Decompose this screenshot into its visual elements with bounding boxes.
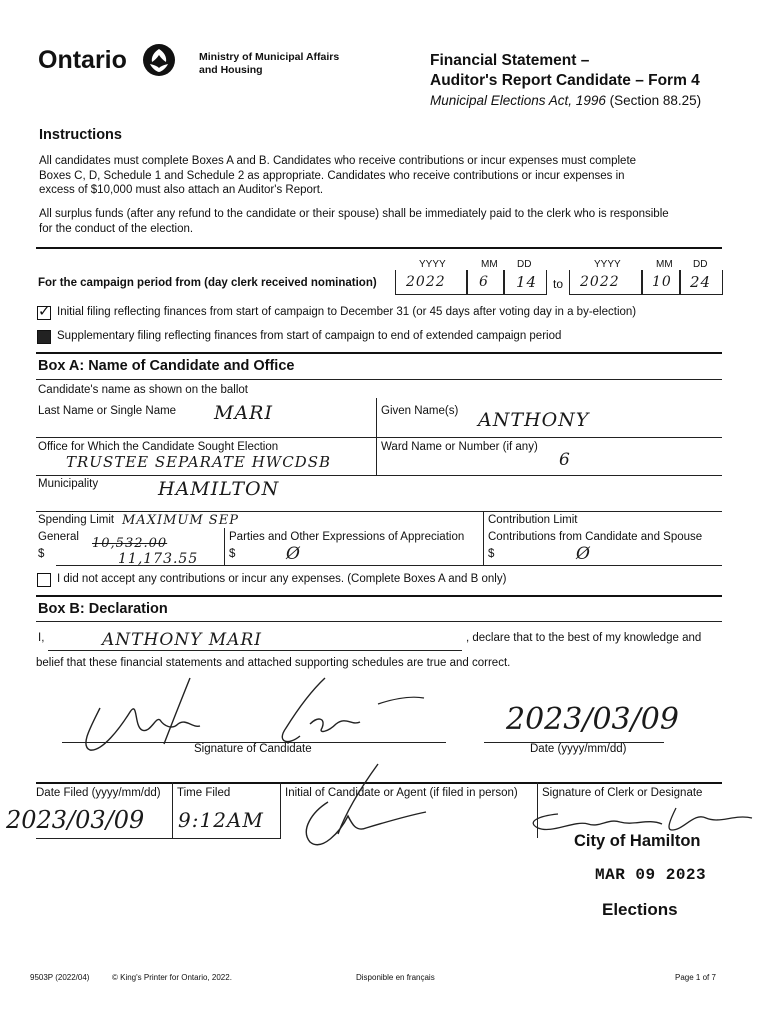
ballot-name-label: Candidate's name as shown on the ballot: [38, 384, 248, 396]
from-day-field[interactable]: [503, 270, 547, 295]
initial-filing-checkbox[interactable]: [37, 303, 51, 320]
divider: [36, 352, 722, 354]
received-stamp-date: MAR 09 2023: [595, 866, 707, 884]
last-name-value[interactable]: MARI: [214, 402, 273, 424]
from-year-field[interactable]: [395, 270, 468, 295]
belief-text: belief that these financial statements and attached supporting schedules are true and correct.: [36, 657, 511, 669]
received-stamp-department: Elections: [602, 900, 678, 919]
received-stamp-city: City of Hamilton: [574, 832, 701, 850]
contribution-limit-label: Contribution Limit: [488, 514, 578, 526]
time-filed-value[interactable]: 9:12AM: [178, 808, 264, 832]
ward-label: Ward Name or Number (if any): [381, 441, 538, 453]
initial-filing-label: Initial filing reflecting finances from start of campaign to December 31 (or 45 days after voting day in a by-election): [57, 306, 637, 318]
to-label: to: [553, 277, 564, 291]
instructions-text: excess of $10,000 must also attach an Auditor's Report.: [39, 184, 324, 196]
box-a-heading: Box A: Name of Candidate and Office: [38, 358, 295, 374]
campaign-period-label: For the campaign period from (day clerk received nomination): [38, 277, 377, 289]
given-name-label: Given Name(s): [381, 405, 459, 417]
divider: [36, 379, 722, 380]
divider: [36, 247, 722, 249]
divider: [172, 782, 173, 838]
form-title-line1: Financial Statement –: [430, 52, 590, 69]
french-availability: Disponible en français: [356, 973, 435, 982]
date-filed-value[interactable]: 2023/03/09: [6, 806, 145, 834]
from-day-value: 14: [516, 273, 538, 291]
field-underline: [224, 565, 483, 566]
box-b-heading: Box B: Declaration: [38, 601, 168, 617]
declaration-date-value[interactable]: 2023/03/09: [506, 702, 679, 737]
copyright: © King's Printer for Ontario, 2022.: [112, 973, 232, 982]
to-year-field[interactable]: [569, 270, 643, 295]
to-day-field[interactable]: [679, 270, 723, 295]
ministry-name-line2: and Housing: [199, 64, 263, 76]
instructions-text: All candidates must complete Boxes A and B. Candidates who receive contributions or incur expenses must complete: [39, 155, 637, 167]
i-label: I,: [38, 632, 45, 644]
divider: [36, 437, 722, 438]
form-code: 9503P (2022/04): [30, 973, 90, 982]
ontario-wordmark: Ontario: [38, 46, 127, 74]
last-name-label: Last Name or Single Name: [38, 405, 177, 417]
no-contributions-checkbox[interactable]: [37, 573, 51, 587]
divider: [280, 782, 281, 838]
spending-limit-label: Spending Limit: [38, 514, 115, 526]
instructions-para1: [39, 154, 636, 198]
spending-limit-note: MAXIMUM SEP: [122, 513, 239, 528]
divider: [36, 621, 722, 622]
act-section: (Section 88.25): [609, 93, 702, 108]
instructions-para2: [39, 207, 669, 236]
time-filed-label: Time Filed: [177, 787, 231, 799]
page-number: Page 1 of 7: [675, 973, 716, 982]
given-name-value[interactable]: ANTHONY: [478, 409, 590, 431]
general-value[interactable]: 11,173.55: [118, 551, 199, 567]
yyyy-header: YYYY: [419, 259, 446, 270]
form-title-line2: Auditor's Report Candidate – Form 4: [430, 72, 700, 89]
initial-label: Initial of Candidate or Agent (if filed in person): [285, 787, 518, 799]
clerk-signature-label: Signature of Clerk or Designate: [542, 787, 703, 799]
divider: [36, 595, 722, 597]
to-month-value: 10: [652, 274, 672, 290]
field-underline: [48, 650, 462, 651]
from-month-value: 6: [479, 274, 489, 290]
contributions-value[interactable]: Ø: [576, 544, 591, 564]
yyyy-header: YYYY: [594, 259, 621, 270]
dollar-sign: $: [229, 548, 236, 560]
municipality-label: Municipality: [38, 478, 99, 490]
divider: [483, 511, 484, 566]
parties-label: Parties and Other Expressions of Appreciation: [229, 531, 465, 543]
to-day-value: 24: [690, 273, 712, 291]
no-contributions-label: I did not accept any contributions or incur any expenses. (Complete Boxes A and B only): [57, 573, 507, 585]
act-reference: [430, 93, 701, 108]
dollar-sign: $: [38, 548, 45, 560]
act-name: Municipal Elections Act, 1996: [430, 93, 606, 108]
divider: [36, 475, 722, 476]
field-underline: [56, 565, 224, 566]
mm-header: MM: [656, 259, 673, 270]
office-label: Office for Which the Candidate Sought Election: [38, 441, 279, 453]
dd-header: DD: [693, 259, 708, 270]
to-month-field[interactable]: [641, 270, 681, 295]
divider: [224, 528, 225, 566]
dd-header: DD: [517, 259, 532, 270]
contributions-label: Contributions from Candidate and Spouse: [488, 531, 703, 543]
supplementary-filing-label: Supplementary filing reflecting finances from start of campaign to end of extended campaign period: [57, 330, 562, 342]
supplementary-filing-checkbox[interactable]: [37, 330, 51, 344]
candidate-initial-signature: [282, 762, 442, 854]
from-year-value: 2022: [406, 274, 446, 290]
dollar-sign: $: [488, 548, 495, 560]
from-month-field[interactable]: [466, 270, 505, 295]
declare-text: , declare that to the best of my knowledge and: [466, 632, 702, 644]
office-value[interactable]: TRUSTEE SEPARATE HWCDSB: [66, 453, 331, 471]
instructions-text: Boxes C, D, Schedule 1 and Schedule 2 as appropriate. Candidates who receive contributions or incur expenses in: [39, 169, 625, 182]
declarant-name-value[interactable]: ANTHONY MARI: [102, 630, 262, 650]
date-filed-label: Date Filed (yyyy/mm/dd): [36, 787, 161, 799]
ministry-name-line1: Ministry of Municipal Affairs: [199, 51, 340, 63]
divider: [36, 511, 722, 512]
municipality-value[interactable]: HAMILTON: [158, 478, 280, 500]
parties-value[interactable]: Ø: [286, 544, 301, 564]
instructions-text: for the conduct of the election.: [39, 222, 194, 235]
date-label: Date (yyyy/mm/dd): [530, 743, 627, 755]
signature-label: Signature of Candidate: [194, 743, 312, 755]
general-struck-value: 10,532.00: [92, 536, 168, 551]
instructions-heading: Instructions: [39, 127, 122, 143]
divider: [36, 838, 281, 839]
field-underline: [483, 565, 722, 566]
checkmark-icon: ✓: [38, 303, 51, 320]
to-year-value: 2022: [580, 274, 620, 290]
mm-header: MM: [481, 259, 498, 270]
ward-value[interactable]: 6: [559, 450, 571, 470]
ontario-trillium-logo-icon: [142, 43, 176, 77]
general-label: General: [38, 531, 79, 543]
instructions-text: All surplus funds (after any refund to the candidate or their spouse) shall be immediately paid to the clerk who is responsible: [39, 208, 669, 220]
